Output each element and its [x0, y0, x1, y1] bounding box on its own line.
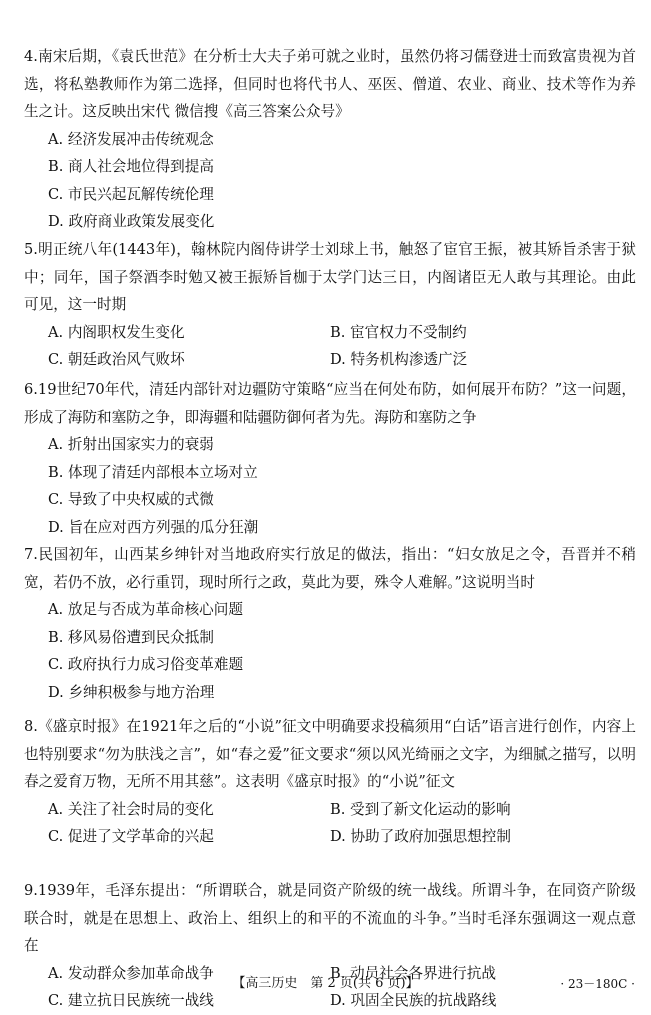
question-8 [24, 713, 636, 851]
option-b: B. 商人社会地位得到提高 [48, 158, 214, 175]
option-c: C. 朝廷政治风气败坏 [48, 351, 185, 368]
option-b: B. 体现了清廷内部根本立场对立 [48, 463, 258, 481]
option-c: C. 市民兴起瓦解传统伦理 [48, 185, 214, 203]
question-stem: 8.《盛京时报》在1921年之后的“小说”征文中明确要求投稿须用“白话”语言进行创作，内容上也特别要求“勿为肤浅之言”，如“春之爱”征文要求“须以风光绮丽之文字，为细腻之描写，以明春之爱育万物，无所不用其慈”。这表明《盛京时报》的“小说”征文 [24, 718, 636, 790]
option-b: B. 移风易俗遭到民众抵制 [48, 628, 214, 646]
question-6 [24, 376, 636, 541]
page-footer [0, 973, 651, 995]
option-a: A. 放足与否成为革命核心问题 [48, 601, 243, 618]
option-d: D. 乡绅积极参与地方治理 [48, 683, 215, 701]
option-c: C. 促进了文学革命的兴起 [48, 828, 214, 845]
option-list [24, 431, 636, 541]
question-stem: 9.1939年，毛泽东提出：“所谓联合，就是同资产阶级的统一战线。所谓斗争，在同资产阶级联合时，就是在思想上、政治上、组织上的和平的不流血的斗争。”当时毛泽东强调这一观点意在 [24, 882, 636, 954]
option-list [24, 126, 636, 236]
option-a: A. 折射出国家实力的衰弱 [48, 436, 214, 453]
option-a: A. 内阁职权发生变化 [48, 323, 185, 341]
question-stem: 6.19世纪70年代，清廷内部针对边疆防守策略“应当在何处布防，如何展开布防？”这一问题，形成了海防和塞防之争，即海疆和陆疆防御何者为先。海防和塞防之争 [24, 381, 636, 426]
option-list [24, 596, 636, 706]
option-c: C. 政府执行力成习俗变革难题 [48, 656, 244, 673]
option-a: A. 经济发展冲击传统观念 [48, 130, 214, 148]
question-stem: 4.南宋后期，《袁氏世范》在分析士大夫子弟可就之业时，虽然仍将习儒登进士而致富贵视为首选，将私塾教师作为第二选择，但同时也将代书人、巫医、僧道、农业、商业、技术等作为养生之计。这反映出宋代 微信搜《高三答案公众号》 [24, 48, 636, 120]
option-d: D. 巩固全民族的抗战路线 [330, 992, 497, 1009]
option-c: C. 建立抗日民族统一战线 [48, 992, 214, 1009]
question-5 [24, 236, 636, 374]
question-stem: 5.明正统八年(1443年)，翰林院内阁侍讲学士刘球上书，触怒了宦官王振，被其矫旨杀害于狱中；同年，国子祭酒李时勉又被王振矫旨枷于太学门达三日，内阁诸臣无人敢与其理论。由此可见，这一时期 [24, 241, 636, 313]
page-number-label: 【高三历史 第 2 页(共 6 页)】 [232, 976, 419, 991]
option-a: A. 关注了社会时局的变化 [48, 800, 214, 818]
option-a: A. 发动群众参加革命战争 [48, 964, 214, 982]
option-d: D. 政府商业政策发展变化 [48, 213, 215, 230]
option-d: D. 旨在应对西方列强的瓜分狂潮 [48, 518, 259, 536]
option-b: B. 宦官权力不受制约 [330, 323, 467, 341]
option-b: B. 受到了新文化运动的影响 [330, 800, 511, 818]
paper-code: · 23－180C · [560, 977, 635, 991]
option-list [24, 319, 636, 374]
question-7 [24, 541, 636, 706]
question-stem: 7.民国初年，山西某乡绅针对当地政府实行放足的做法，指出：“妇女放足之令，吾晋并不稍宽，若仍不放，必行重罚，现时所行之政，莫此为要，殊令人难解。”这说明当时 [24, 546, 636, 591]
question-4 [24, 43, 636, 236]
option-d: D. 协助了政府加强思想控制 [330, 828, 511, 845]
option-list [24, 796, 636, 851]
option-b: B. 动员社会各界进行抗战 [330, 964, 496, 982]
option-d: D. 特务机构渗透广泛 [330, 351, 468, 368]
option-c: C. 导致了中央权威的式微 [48, 491, 214, 508]
